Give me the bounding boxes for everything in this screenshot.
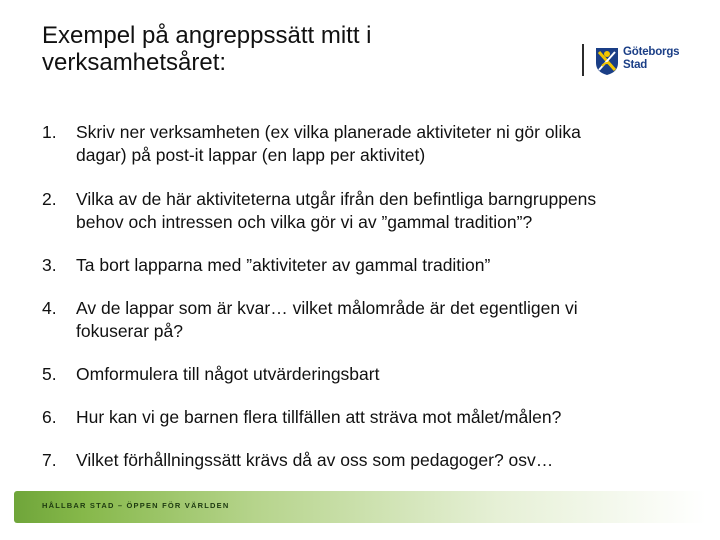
step-number: 7. bbox=[42, 450, 57, 470]
gothenburg-crest-icon bbox=[594, 46, 620, 76]
step-line: Av de lappar som är kvar… vilket målområde är det egentligen vi bbox=[76, 298, 578, 318]
step-line: Vilket förhållningssätt krävs då av oss som pedagoger? osv… bbox=[76, 450, 554, 470]
step-text bbox=[76, 406, 692, 429]
step-text bbox=[76, 297, 692, 343]
step-line: Ta bort lapparna med ”aktiviteter av gammal tradition” bbox=[76, 255, 491, 275]
step-text bbox=[76, 188, 692, 234]
step-item-3 bbox=[42, 254, 692, 277]
step-line: Skriv ner verksamheten (ex vilka planerade aktiviteter ni gör olika bbox=[76, 122, 581, 142]
step-item-2 bbox=[42, 188, 692, 234]
step-item-4 bbox=[42, 297, 692, 343]
step-text bbox=[76, 254, 692, 277]
step-line: fokuserar på? bbox=[76, 321, 184, 341]
step-line: dagar) på post-it lappar (en lapp per aktivitet) bbox=[76, 145, 426, 165]
footer-slogan: HÅLLBAR STAD – ÖPPEN FÖR VÄRLDEN bbox=[42, 501, 230, 510]
slide-title-line-1: Exempel på angreppssätt mitt i bbox=[42, 22, 372, 49]
step-text bbox=[76, 121, 692, 167]
step-number: 4. bbox=[42, 298, 57, 318]
step-number: 1. bbox=[42, 122, 57, 142]
step-number: 5. bbox=[42, 364, 57, 384]
footer-band bbox=[14, 491, 706, 523]
step-item-7 bbox=[42, 449, 692, 472]
step-number: 2. bbox=[42, 189, 57, 209]
logo-divider bbox=[582, 44, 584, 76]
step-line: behov och intressen och vilka gör vi av ”gammal tradition”? bbox=[76, 212, 533, 232]
logo-line-1: Göteborgs bbox=[623, 46, 680, 58]
step-text bbox=[76, 449, 692, 472]
step-item-6 bbox=[42, 406, 692, 429]
step-item-5 bbox=[42, 363, 692, 386]
step-line: Vilka av de här aktiviteterna utgår ifrån den befintliga barngruppens bbox=[76, 189, 597, 209]
steps-list bbox=[42, 121, 692, 472]
step-text bbox=[76, 363, 692, 386]
slide-title-line-2: verksamhetsåret: bbox=[42, 49, 227, 76]
step-item-1 bbox=[42, 121, 692, 167]
logo-line-2: Stad bbox=[623, 59, 648, 71]
goteborgs-stad-logo bbox=[578, 42, 690, 80]
step-number: 3. bbox=[42, 255, 57, 275]
step-line: Hur kan vi ge barnen flera tillfällen att sträva mot målet/målen? bbox=[76, 407, 562, 427]
slide-title bbox=[42, 22, 522, 76]
logo-wordmark bbox=[623, 46, 679, 72]
step-line: Omformulera till något utvärderingsbart bbox=[76, 364, 380, 384]
step-number: 6. bbox=[42, 407, 57, 427]
